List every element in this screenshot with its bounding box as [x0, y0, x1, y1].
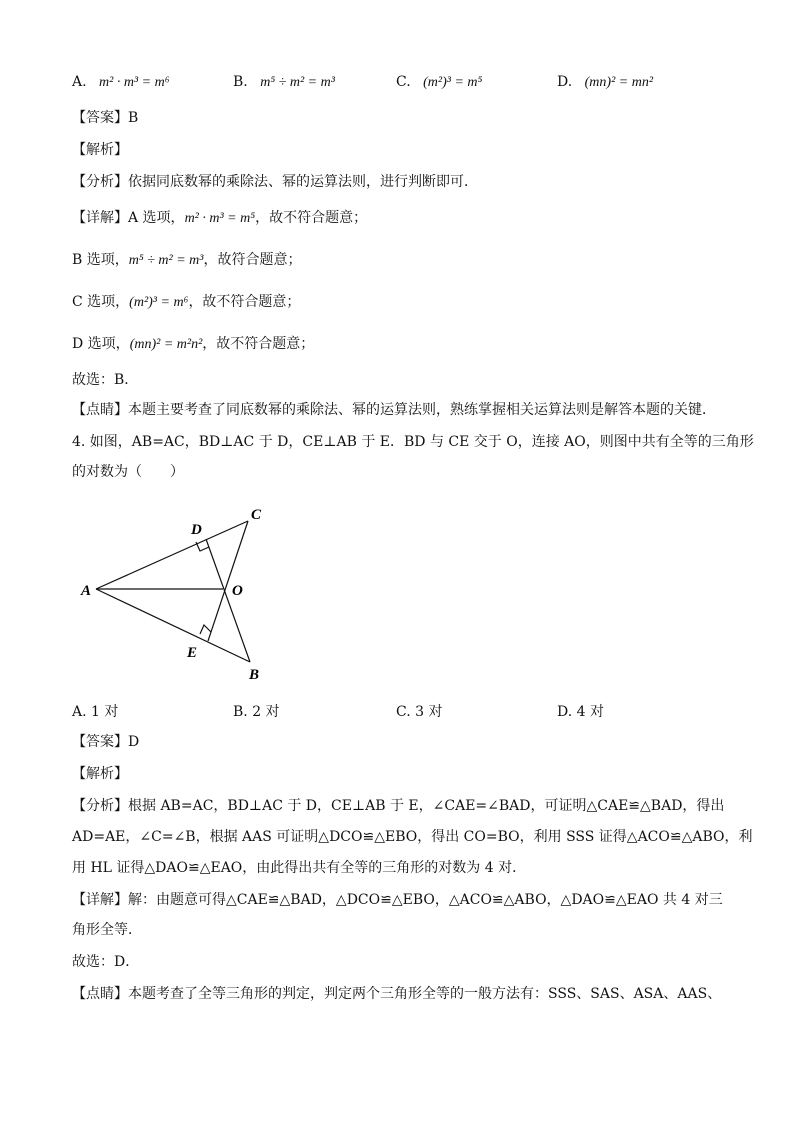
q3-option-a-expr: m² · m³ = m⁶: [99, 75, 170, 90]
q4-option-b: B. 2 对: [233, 704, 280, 720]
q4-detail-line2: 角形全等．: [72, 922, 142, 938]
q3-detail-d: D 选项，(mn)² = m²n²，故不符合题意；: [72, 336, 315, 352]
segment-ac: [96, 521, 248, 589]
q4-stem-line1: 4. 如图，AB=AC，BD⊥AC 于 D，CE⊥AB 于 E．BD 与 CE 交于 O，连接 AO，则图中共有全等的三角形: [72, 434, 754, 450]
q4-stem-line2: 的对数为（ ）: [72, 464, 184, 480]
segment-ce: [208, 521, 248, 641]
q3-option-d-expr: (mn)² = mn²: [584, 75, 654, 90]
label-e: E: [187, 645, 198, 661]
q4-answer: 【答案】D: [72, 734, 140, 750]
q3-fenxi: 【分析】依据同底数幂的乘除法、幂的运算法则，进行判断即可．: [72, 174, 478, 190]
label-a: A: [81, 583, 92, 599]
q3-conclusion: 故选：B．: [72, 372, 139, 388]
label-c: C: [251, 507, 262, 523]
q3-analysis-heading: 【解析】: [72, 142, 128, 158]
q4-figure: [60, 495, 290, 690]
q3-answer: 【答案】B: [72, 110, 139, 126]
q3-comment: 【点睛】本题主要考查了同底数幂的乘除法、幂的运算法则，熟练掌握相关运算法则是解答本题的关键．: [72, 402, 716, 418]
q3-detail-c: C 选项，(m²)³ = m⁶，故不符合题意；: [72, 294, 301, 310]
q3-option-c-expr: (m²)³ = m⁵: [423, 75, 483, 90]
segment-bd: [206, 539, 250, 662]
q4-option-c: C. 3 对: [396, 704, 443, 720]
q4-option-d: D. 4 对: [557, 704, 604, 720]
q3-detail-a: 【详解】A 选项，m² · m³ = m⁵，故不符合题意；: [72, 210, 368, 226]
segment-ab: [96, 589, 250, 662]
q3-option-b-expr: m⁵ ÷ m² = m³: [260, 75, 335, 90]
q3-detail-b: B 选项，m⁵ ÷ m² = m³，故符合题意；: [72, 252, 302, 268]
q4-conclusion: 故选：D．: [72, 954, 140, 970]
q4-fenxi-line2: AD=AE，∠C=∠B，根据 AAS 可证明△DCO≌△EBO，得出 CO=BO，利用 SSS 证得△ACO≌△ABO，利: [72, 829, 753, 845]
q3-option-b: B. m⁵ ÷ m² = m³: [233, 74, 335, 90]
q3-option-a: A. m² · m³ = m⁶: [72, 74, 170, 90]
label-d: D: [191, 522, 202, 538]
q4-fenxi-line1: 【分析】根据 AB=AC，BD⊥AC 于 D，CE⊥AB 于 E，∠CAE=∠BAD，可证明△CAE≌△BAD，得出: [72, 798, 725, 814]
q3-option-d: D. (mn)² = mn²: [557, 74, 654, 90]
label-b: B: [249, 667, 260, 683]
q4-detail-line1: 【详解】解：由题意可得△CAE≌△BAD，△DCO≌△EBO，△ACO≌△ABO，△DAO≌△EAO 共 4 对三: [72, 892, 723, 908]
q4-comment: 【点睛】本题考查了全等三角形的判定，判定两个三角形全等的一般方法有：SSS、SAS、ASA、AAS、: [72, 986, 722, 1002]
q4-analysis-heading: 【解析】: [72, 766, 128, 782]
right-angle-e: [200, 625, 211, 634]
q4-option-a: A. 1 对: [72, 704, 119, 720]
q3-option-c: C. (m²)³ = m⁵: [396, 74, 483, 90]
label-o: O: [232, 583, 243, 599]
q4-fenxi-line3: 用 HL 证得△DAO≌△EAO，由此得出共有全等的三角形的对数为 4 对．: [72, 860, 527, 876]
